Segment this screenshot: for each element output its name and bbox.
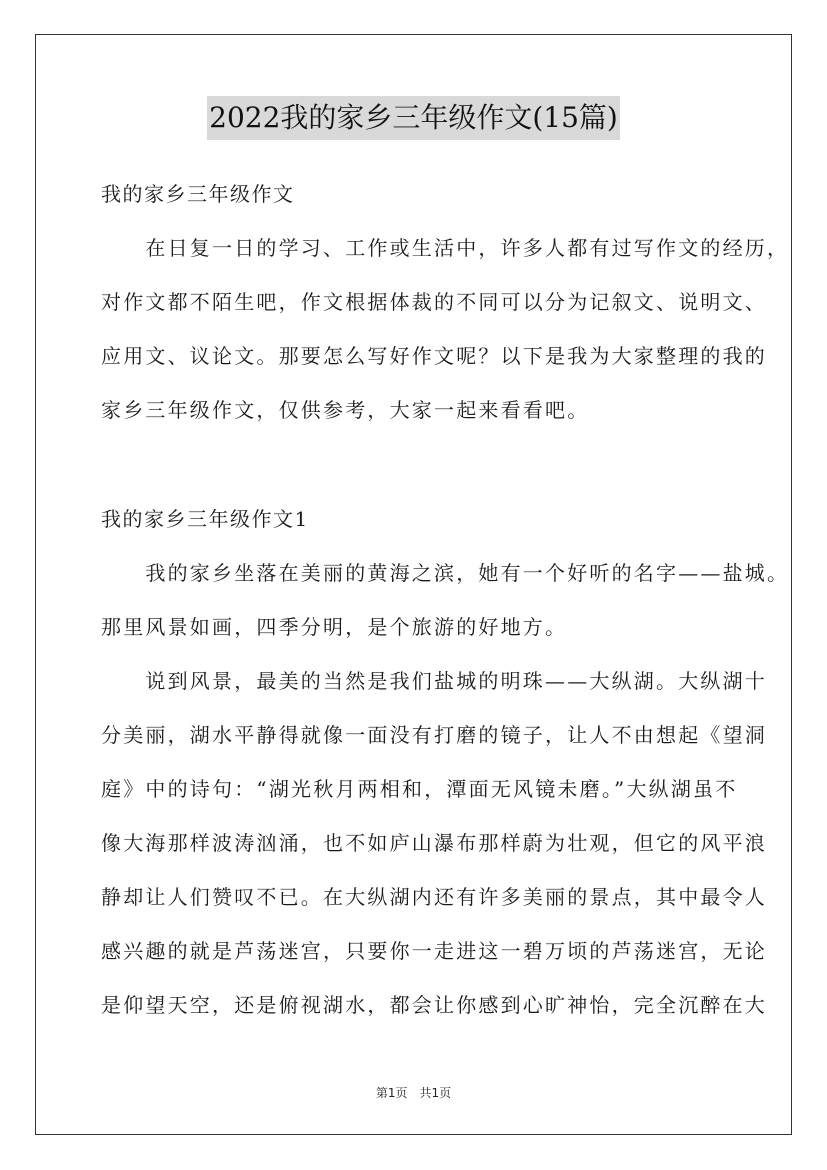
intro-line: 应用文、议论文。那要怎么写好作文呢？以下是我为大家整理的我的 [101,344,767,368]
essay-line: 静却让人们赞叹不已。在大纵湖内还有许多美丽的景点，其中最令人 [101,885,767,909]
section-heading: 我的家乡三年级作文 [101,182,295,206]
intro-line: 在日复一日的学习、工作或生活中，许多人都有过写作文的经历， [101,236,790,260]
intro-line: 家乡三年级作文，仅供参考，大家一起来看看吧。 [101,398,590,422]
essay1-heading: 我的家乡三年级作文1 [101,507,309,531]
document-title: 2022我的家乡三年级作文(15篇) [207,96,620,140]
page-number-footer: 第1页 共1页 [375,1086,452,1100]
essay-line: 分美丽，湖水平静得就像一面没有打磨的镜子，让人不由想起《望洞 [101,723,767,747]
intro-line: 对作文都不陌生吧，作文根据体裁的不同可以分为记叙文、说明文、 [101,290,767,314]
essay-line: 说到风景，最美的当然是我们盐城的明珠——大纵湖。大纵湖十 [101,669,767,693]
essay-line: 是仰望天空，还是俯视湖水，都会让你感到心旷神怡，完全沉醉在大 [101,993,767,1017]
essay-line: 我的家乡坐落在美丽的黄海之滨，她有一个好听的名字——盐城。 [101,561,790,585]
title-container [0,96,827,140]
essay-line: 感兴趣的就是芦荡迷宫，只要你一走进这一碧万顷的芦荡迷宫，无论 [101,939,767,963]
essay-line: 那里风景如画，四季分明，是个旅游的好地方。 [101,615,568,639]
essay-line: 庭》中的诗句：“湖光秋月两相和，潭面无风镜未磨。”大纵湖虽不 [101,777,738,801]
essay-line: 像大海那样波涛汹涌，也不如庐山瀑布那样蔚为壮观，但它的风平浪 [101,831,767,855]
